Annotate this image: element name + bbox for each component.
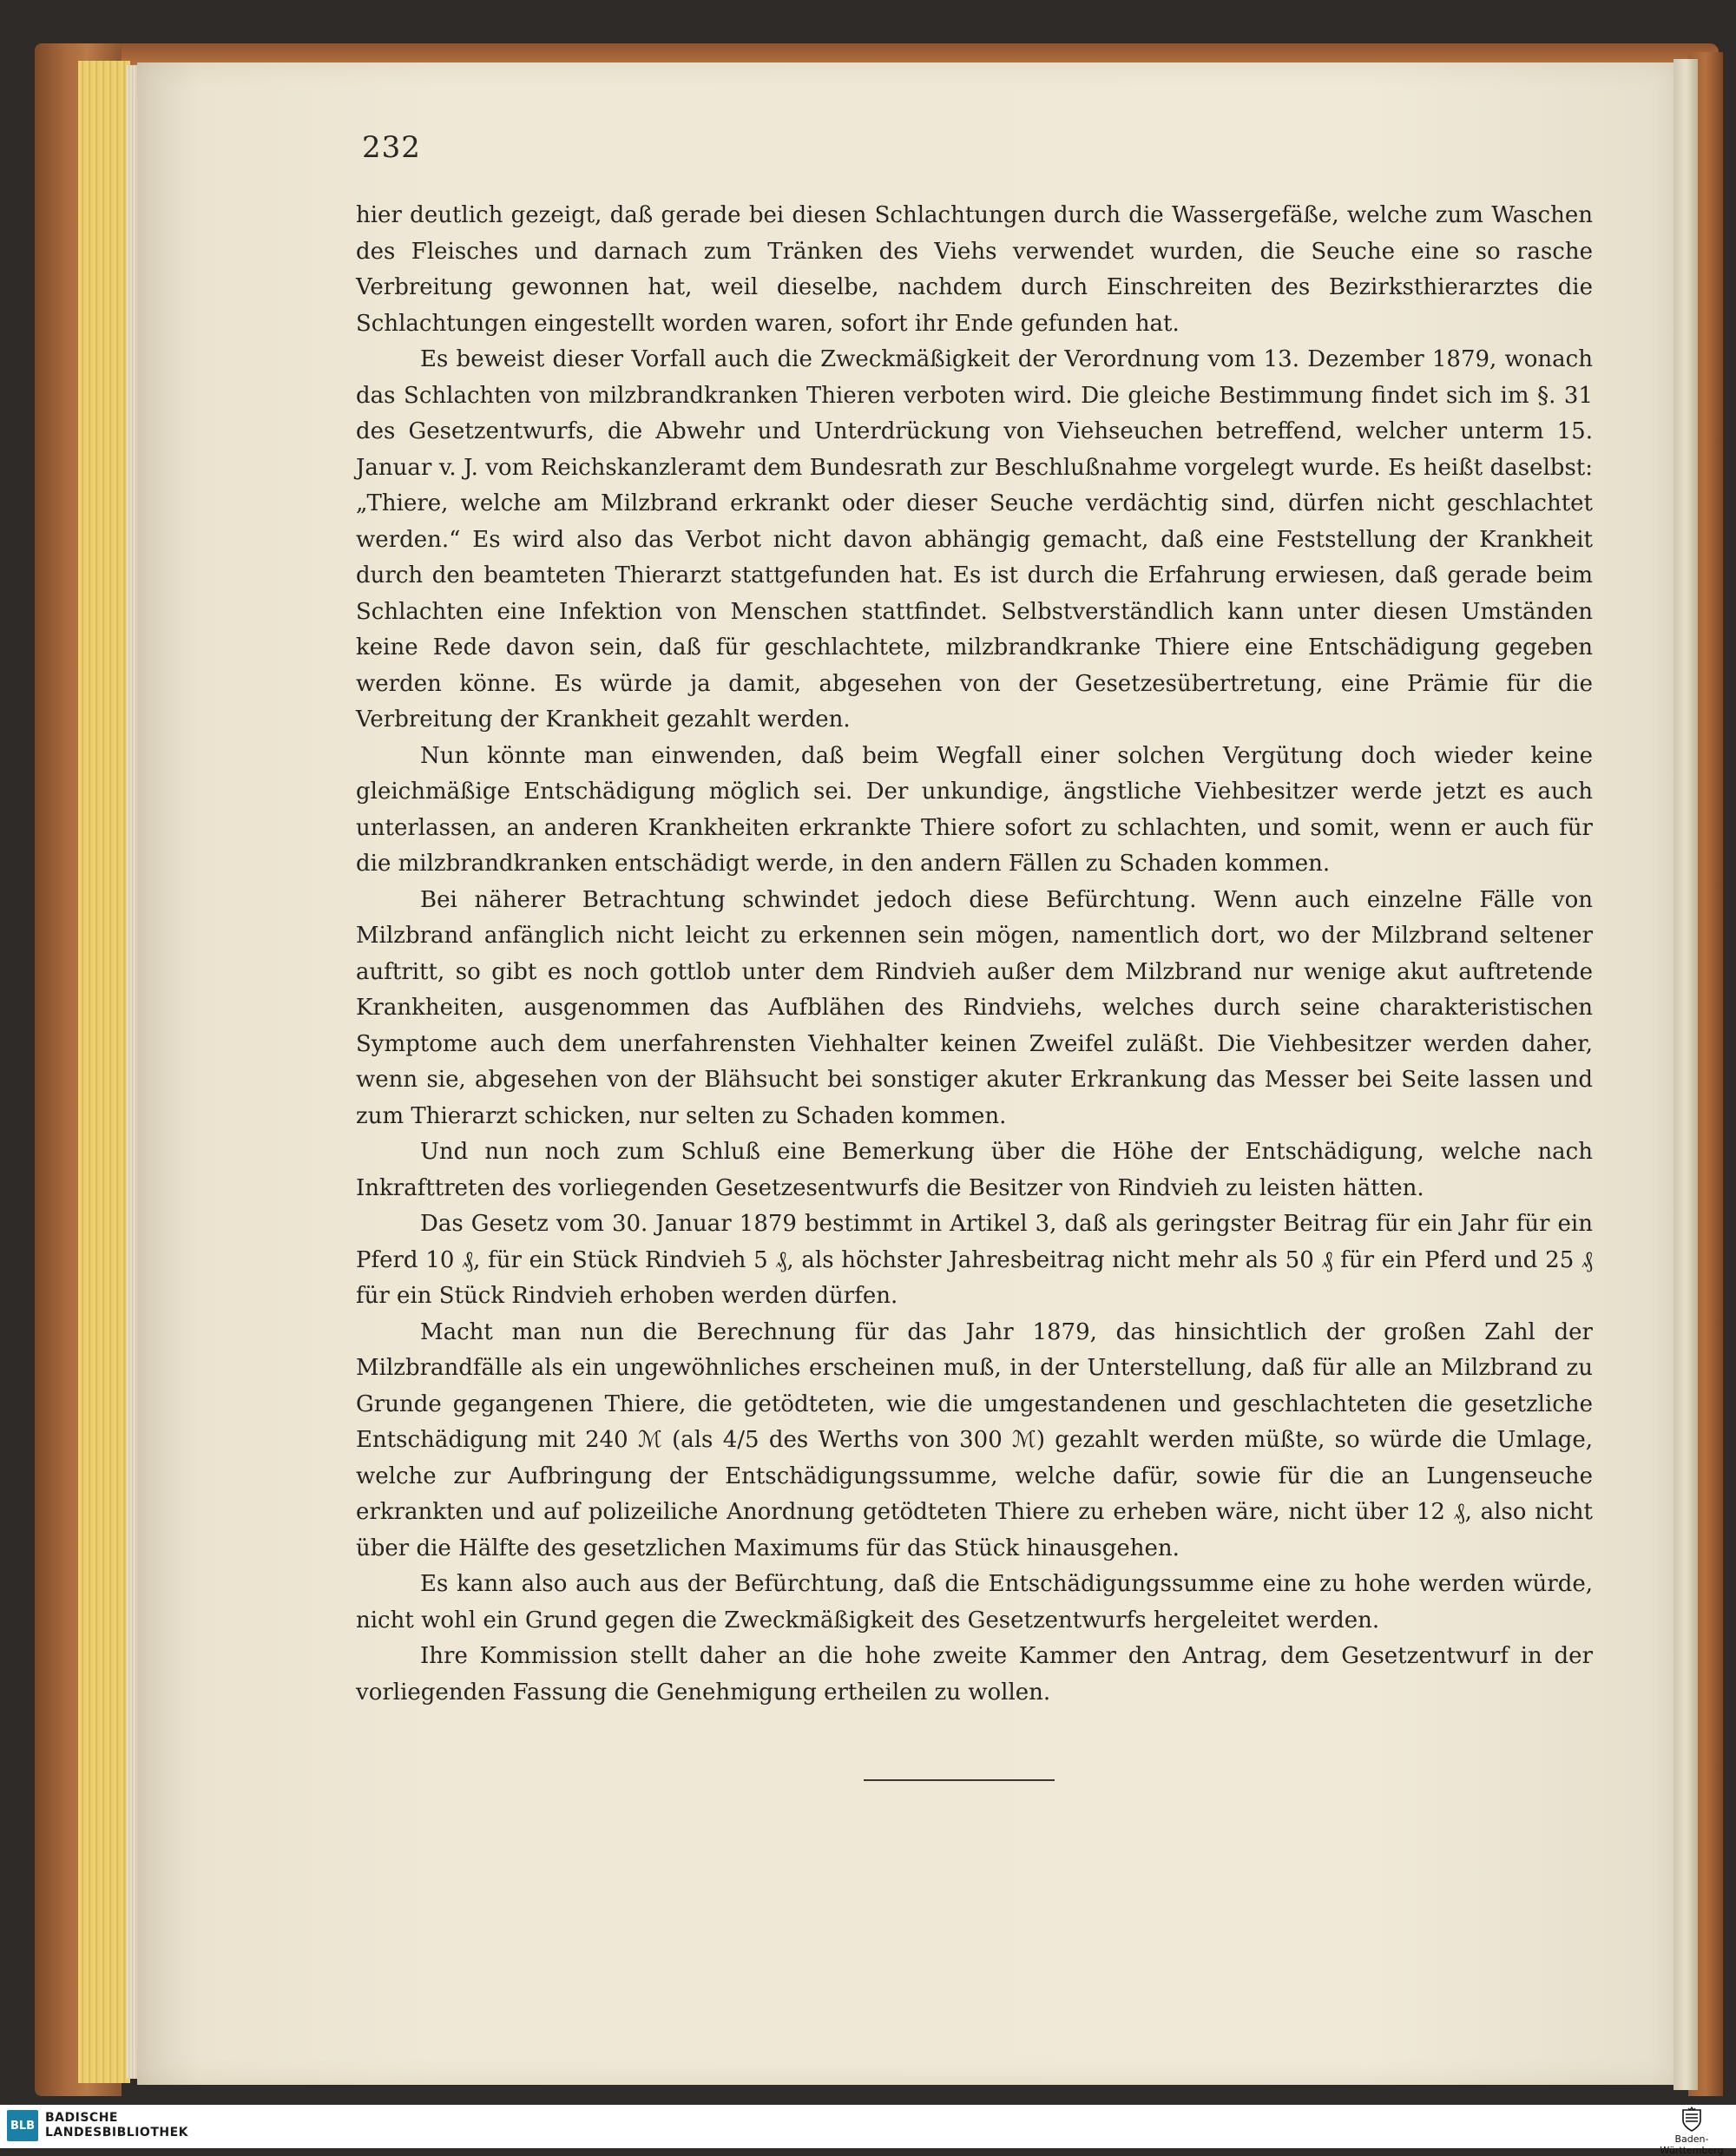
paragraph: Das Gesetz vom 30. Januar 1879 bestimmt in Artikel 3, daß als geringster Beitrag für ein Jahr für ein Pferd 10 ₰, für ein Stück Rindvieh 5 ₰, als höchster Jahresbeitrag nicht mehr als 50 ₰ für ein Pferd und 25 ₰ für ein Stück Rindvieh erhoben werden dürfen. — [356, 1211, 1593, 1309]
coat-of-arms-icon — [1680, 2107, 1703, 2133]
library-name — [45, 2111, 188, 2140]
paragraph: Und nun noch zum Schluß eine Bemerkung über die Höhe der Entschädigung, welche nach Inkrafttreten des vorliegenden Gesetzesentwurfs die Besitzer von Rindvieh zu leisten hätten. — [356, 1139, 1593, 1201]
paragraph: Macht man nun die Berechnung für das Jahr 1879, das hinsichtlich der großen Zahl der Milzbrandfälle als ein ungewöhnliches erscheinen muß, in der Unterstellung, daß für alle an Milzbrand zu Grunde gegangenen Thiere, die getödteten, wie die umgestandenen und geschlachteten die gesetzliche Entschädigung mit 240 ℳ (als 4/5 des Werths von 300 ℳ) gezahlt werden müßte, so würde die Umlage, welche zur Aufbringung der Entschädigungssumme, welche dafür, sowie für die an Lungenseuche erkrankten und auf polizeiliche Anordnung getödteten Thiere zu erheben wäre, nicht über 12 ₰, also nicht über die Hälfte des gesetzlichen Maximums für das Stück hinausgehen. — [356, 1318, 1593, 1561]
closing-rule — [864, 1779, 1055, 1781]
paragraph: Ihre Kommission stellt daher an die hohe zweite Kammer den Antrag, dem Gesetzentwurf in der vorliegenden Fassung die Genehmigung ertheilen zu wollen. — [356, 1643, 1593, 1706]
paragraph: Bei näherer Betrachtung schwindet jedoch diese Befürchtung. Wenn auch einzelne Fälle von Milzbrand anfänglich nicht leicht zu erkennen sein mögen, namentlich dort, wo der Milzbrand seltener auftritt, so gibt es noch gottlob unter dem Rindvieh außer dem Milzbrand nur wenige akut auftretende Krankheiten, ausgenommen das Aufblähen des Rindviehs, welches durch seine charakteristischen Symptome auch dem unerfahrensten Viehhalter keinen Zweifel zuläßt. Die Viehbesitzer werden daher, wenn sie, abgesehen von der Blähsucht bei sonstiger akuter Erkrankung das Messer bei Seite lassen und zum Thierarzt schicken, nur selten zu Schaden kommen. — [356, 886, 1593, 1129]
state-label: Baden-Württemberg — [1660, 2133, 1724, 2156]
library-name-line1: BADISCHE — [45, 2111, 118, 2125]
gilded-page-edges — [78, 61, 130, 2083]
paragraph: Es kann also auch aus der Befürchtung, daß die Entschädigungssumme eine zu hohe werden würde, nicht wohl ein Grund gegen die Zweckmäßigkeit des Gesetzentwurfs hergeleitet werden. — [356, 1571, 1593, 1633]
baden-wuerttemberg-mark[interactable] — [1653, 2107, 1731, 2156]
blb-logo[interactable]: BLB — [7, 2110, 38, 2141]
page-number: 232 — [362, 130, 421, 165]
paragraph: Nun könnte man einwenden, daß beim Wegfall einer solchen Vergütung doch wieder keine gleichmäßige Entschädigung möglich sei. Der unkundige, ängstliche Viehbesitzer werde jetzt es auch unterlassen, an anderen Krankheiten erkrankte Thiere sofort zu schlachten, und somit, wenn er auch für die milzbrandkranken entschädigt werde, in den andern Fällen zu Schaden kommen. — [356, 742, 1593, 877]
library-footer — [0, 2105, 1736, 2156]
paragraph: Es beweist dieser Vorfall auch die Zweckmäßigkeit der Verordnung vom 13. Dezember 1879, wonach das Schlachten von milzbrandkranken Thieren verboten wird. Die gleiche Bestimmung findet sich im §. 31 des Gesetzentwurfs, die Abwehr und Unterdrückung von Viehseuchen betreffend, welcher unterm 15. Januar v. J. vom Reichskanzleramt dem Bundesrath zur Beschlußnahme vorgelegt wurde. Es heißt daselbst: „Thiere, welche am Milzbrand erkrankt oder dieser Seuche verdächtig sind, dürfen nicht geschlachtet werden.“ Es wird also das Verbot nicht davon abhängig gemacht, daß eine Feststellung der Krankheit durch den beamteten Thierarzt stattgefunden hat. Es ist durch die Erfahrung erwiesen, daß gerade beim Schlachten eine Infektion von Menschen stattfindet. Selbstverständlich kann unter diesen Umständen keine Rede davon sein, daß für geschlachtete, milzbrandkranke Thiere eine Entschädigung gegeben werden könne. Es würde ja damit, abgesehen von der Gesetzesübertretung, eine Prämie für die Verbreitung der Krankheit gezahlt werden. — [356, 346, 1593, 733]
library-name-line2: LANDESBIBLIOTHEK — [45, 2126, 189, 2140]
facing-page-edge — [1674, 59, 1698, 2090]
paragraph: hier deutlich gezeigt, daß gerade bei diesen Schlachtungen durch die Wassergefäße, welche zum Waschen des Fleisches und darnach zum Tränken des Viehs verwendet wurden, die Seuche eine so rasche Verbreitung gewonnen hat, weil dieselbe, nachdem durch Einschreiten des Bezirksthierarztes die Schlachtungen eingestellt worden waren, sofort ihr Ende gefunden hat. — [356, 202, 1593, 337]
page-body-text — [356, 198, 1593, 1711]
